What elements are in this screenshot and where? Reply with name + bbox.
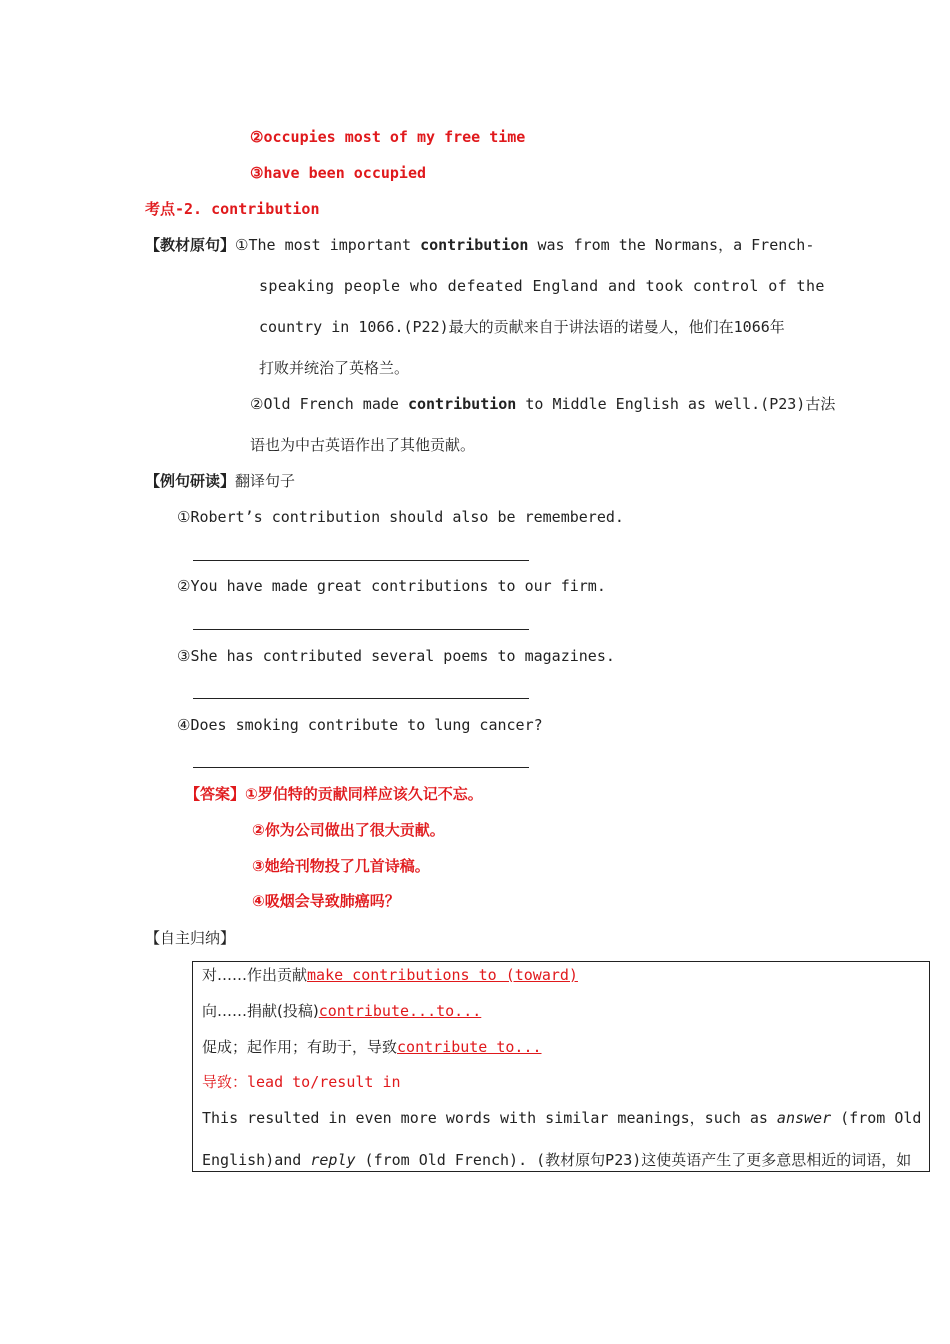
textbook-sentence-1: 【教材原句】①The most important contribution was from the Normans，a French- [145, 236, 815, 254]
example-sentence-3: ③She has contributed several poems to magazines. [177, 647, 615, 665]
section-title: 考点-2. contribution [145, 200, 320, 218]
textbook-sentence-1-line2: speaking people who defeated England and took control of the [259, 277, 825, 295]
summary-row-6: English)and reply (from Old French). (教材原句P23)这使英语产生了更多意思相近的词语，如 [202, 1151, 912, 1169]
summary-row-5: This resulted in even more words with similar meanings，such as answer (from Old [202, 1109, 922, 1127]
textbook-sentence-1-line3: country in 1066.(P22)最大的贡献来自于讲法语的诺曼人，他们在1066年 [259, 318, 785, 336]
filled-answer: contribute...to... [318, 1002, 482, 1020]
answer-1: 【答案】①罗伯特的贡献同样应该久记不忘。 [185, 785, 483, 803]
filled-answer: contribute to... [397, 1038, 542, 1056]
keyword-contribution: contribution [407, 395, 517, 413]
word-answer: answer [776, 1109, 832, 1127]
previous-answer-2: ②occupies most of my free time [250, 128, 526, 146]
answer-blank-3[interactable] [193, 698, 529, 699]
summary-row-1: 对……作出贡献make contributions to (toward) [202, 966, 578, 984]
summary-box [192, 961, 930, 1172]
word-reply: reply [310, 1151, 356, 1169]
textbook-label: 【教材原句】 [145, 236, 236, 254]
keyword-contribution: contribution [420, 236, 529, 254]
answer-4: ④吸烟会导致肺癌吗？ [252, 892, 400, 910]
summary-row-4: 导致：lead to/result in [202, 1073, 401, 1091]
summary-label: 【自主归纳】 [145, 929, 236, 947]
summary-row-2: 向……捐献(投稿)contribute...to... [202, 1002, 482, 1020]
previous-answer-3: ③have been occupied [250, 164, 427, 182]
summary-row-3: 促成；起作用；有助于，导致contribute to... [202, 1038, 542, 1056]
examples-instruction: 翻译句子 [235, 472, 296, 490]
answer-blank-1[interactable] [193, 560, 529, 561]
example-sentence-1: ①Robert’s contribution should also be remembered. [177, 508, 624, 526]
answer-blank-2[interactable] [193, 629, 529, 630]
answer-3: ③她给刊物投了几首诗稿。 [252, 857, 430, 875]
answer-blank-4[interactable] [193, 767, 529, 768]
textbook-sentence-1-line4: 打败并统治了英格兰。 [259, 359, 410, 377]
filled-answer: make contributions to (toward) [307, 966, 578, 984]
examples-label: 【例句研读】 [145, 472, 236, 490]
example-sentence-4: ④Does smoking contribute to lung cancer? [177, 716, 543, 734]
answer-2: ②你为公司做出了很大贡献。 [252, 821, 445, 839]
answers-label: 【答案】 [185, 785, 246, 803]
examples-heading [145, 471, 295, 491]
example-sentence-2: ②You have made great contributions to our firm. [177, 577, 606, 595]
textbook-sentence-2: ②Old French made contribution to Middle English as well.(P23)古法 [250, 395, 836, 413]
textbook-sentence-2-line2: 语也为中古英语作出了其他贡献。 [250, 436, 476, 454]
